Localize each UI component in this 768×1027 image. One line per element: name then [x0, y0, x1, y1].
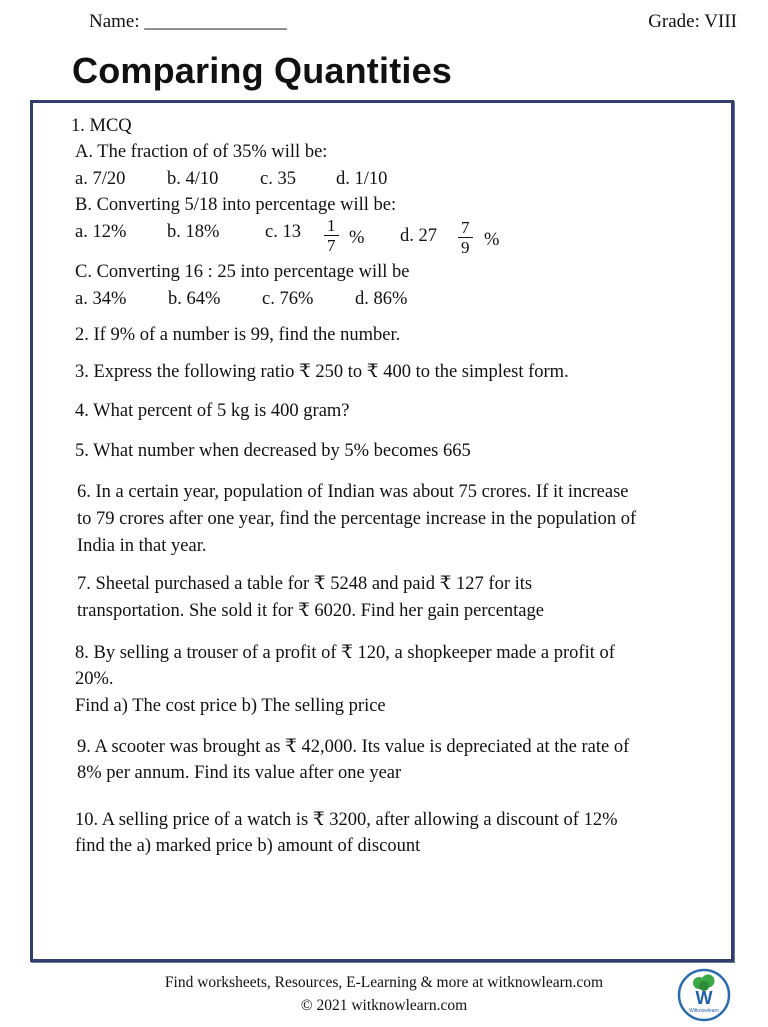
question-8-line-3: Find a) The cost price b) The selling price [75, 696, 386, 716]
question-6-line-3: India in that year. [77, 536, 207, 556]
fraction-denominator: 9 [461, 238, 470, 257]
grade-label: Grade: VIII [648, 11, 737, 32]
question-7-line-2: transportation. She sold it for ₹ 6020. Find her gain percentage [77, 601, 544, 621]
q1b-option-c-percent: % [349, 228, 365, 248]
q1a-option-d: d. 1/10 [336, 169, 388, 189]
question-8-line-2: 20%. [75, 669, 114, 689]
fraction-denominator: 7 [327, 236, 336, 255]
q1a-option-a: a. 7/20 [75, 169, 126, 189]
q1a-option-b: b. 4/10 [167, 169, 219, 189]
q1c-options [75, 289, 407, 310]
q1c-option-b: b. 64% [168, 289, 221, 309]
question-frame [30, 100, 734, 962]
q1a-option-c: c. 35 [260, 169, 296, 189]
q1a-options [75, 169, 387, 190]
logo-text: Witknowlearn [688, 1008, 720, 1014]
fraction-numerator: 1 [324, 216, 339, 236]
q1-heading: 1. MCQ [71, 116, 132, 136]
q1b-option-d-percent: % [484, 230, 500, 250]
name-field-label: Name: _______________ [89, 11, 287, 32]
question-3: 3. Express the following ratio ₹ 250 to ₹ 400 to the simplest form. [75, 362, 569, 382]
q1b-option-b: b. 18% [167, 222, 220, 242]
question-9-line-2: 8% per annum. Find its value after one year [77, 763, 402, 783]
witknowlearn-logo [677, 968, 731, 1022]
question-7-line-1: 7. Sheetal purchased a table for ₹ 5248 and paid ₹ 127 for its [77, 574, 533, 594]
fraction-numerator: 7 [458, 218, 473, 238]
q1b-text: B. Converting 5/18 into percentage will be: [75, 195, 397, 215]
question-6-line-1: 6. In a certain year, population of Indian was about 75 crores. If it increase [77, 482, 629, 502]
question-4: 4. What percent of 5 kg is 400 gram? [75, 401, 350, 421]
q1b-option-d: d. 27 [400, 226, 437, 246]
question-10-line-1: 10. A selling price of a watch is ₹ 3200, after allowing a discount of 12% [75, 810, 618, 830]
logo-letter: W [695, 988, 713, 1008]
question-6-line-2: to 79 crores after one year, find the percentage increase in the population of [77, 509, 637, 529]
q1b-option-c: c. 13 [265, 222, 301, 242]
q1c-text: C. Converting 16 : 25 into percentage will be [75, 262, 410, 282]
q1c-option-d: d. 86% [355, 289, 408, 309]
footer-copyright: © 2021 witknowlearn.com [300, 997, 468, 1014]
q1b-option-a: a. 12% [75, 222, 127, 242]
q1c-option-a: a. 34% [75, 289, 127, 309]
q1b-option-c-fraction [324, 216, 339, 255]
question-8-line-1: 8. By selling a trouser of a profit of ₹ 120, a shopkeeper made a profit of [75, 643, 615, 663]
question-2: 2. If 9% of a number is 99, find the number. [75, 325, 401, 345]
footer-line-1: Find worksheets, Resources, E-Learning & more at witknowlearn.com [164, 974, 604, 991]
question-5: 5. What number when decreased by 5% becomes 665 [75, 441, 471, 461]
q1b-option-d-fraction [458, 218, 473, 257]
question-9-line-1: 9. A scooter was brought as ₹ 42,000. Its value is depreciated at the rate of [77, 737, 630, 757]
worksheet-title: Comparing Quantities [72, 50, 453, 91]
question-10-line-2: find the a) marked price b) amount of discount [75, 836, 421, 856]
q1c-option-c: c. 76% [262, 289, 314, 309]
q1a-text: A. The fraction of of 35% will be: [75, 142, 328, 162]
